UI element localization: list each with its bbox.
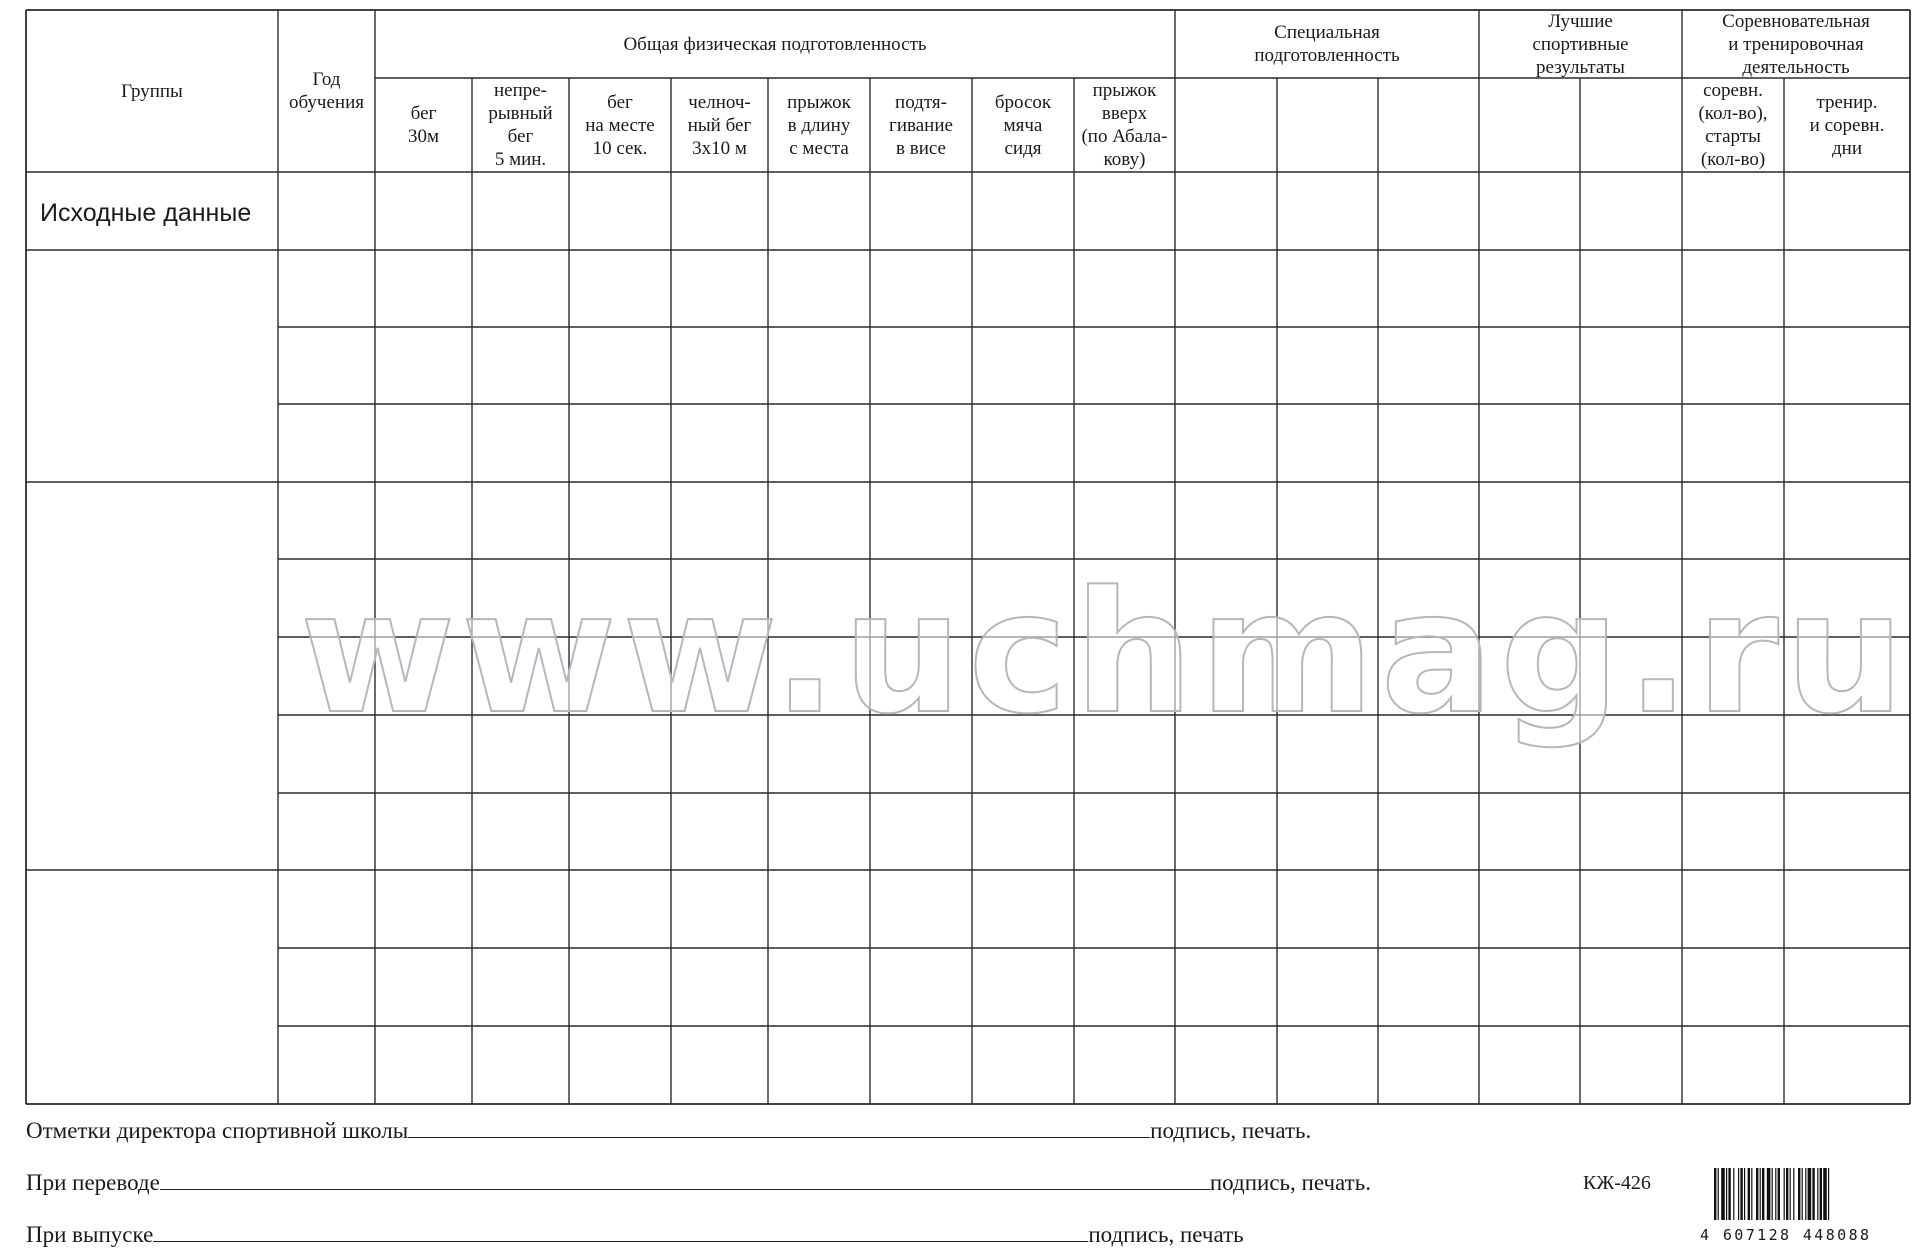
barcode-bar	[1748, 1168, 1750, 1220]
barcode-bar	[1728, 1168, 1730, 1220]
footer-transfer-suffix: подпись, печать.	[1209, 1170, 1371, 1195]
watermark: www.uchmag.ru	[300, 555, 1911, 751]
barcode-bar	[1756, 1168, 1758, 1220]
subheader-run-in-place: бег на месте 10 сек.	[585, 91, 655, 159]
subheader-run-30: бег 30м	[407, 103, 440, 147]
header-special: Специальная подготовленность	[1254, 22, 1400, 66]
barcode-bar	[1718, 1168, 1719, 1220]
footer-transfer-label: При переводе	[26, 1170, 160, 1195]
barcode-bar	[1738, 1168, 1739, 1220]
barcode-icon	[1712, 1168, 1888, 1224]
transfer-signature-blank[interactable]	[160, 1169, 1210, 1190]
subheader-vertical-jump: прыжок вверх (по Абала- кову)	[1081, 80, 1168, 170]
initial-data-label: Исходные данные	[40, 199, 252, 227]
barcode-bar	[1714, 1168, 1716, 1220]
graduation-signature-blank[interactable]	[153, 1221, 1088, 1242]
barcode-bar	[1798, 1168, 1800, 1220]
header-year: Год обучения	[288, 69, 364, 113]
footer-director-suffix: подпись, печать.	[1150, 1118, 1312, 1143]
footer-director-line	[26, 1117, 1311, 1144]
barcode-bar	[1793, 1168, 1794, 1220]
barcode-bar	[1820, 1168, 1822, 1220]
barcode-bar	[1767, 1168, 1771, 1220]
barcode-bar	[1828, 1168, 1829, 1220]
barcode-number: 4 607128 448088	[1700, 1226, 1872, 1244]
barcode-bar	[1733, 1168, 1734, 1220]
barcode-bar	[1726, 1168, 1727, 1220]
barcode-bar	[1790, 1168, 1791, 1220]
barcode-bar	[1760, 1168, 1761, 1220]
barcode-bar	[1740, 1168, 1742, 1220]
barcode-bar	[1778, 1168, 1780, 1220]
subheader-training-days: тренир. и соревн. дни	[1809, 91, 1885, 159]
subheader-continuous-run: непре- рывный бег 5 мин.	[488, 80, 553, 170]
barcode-bar	[1721, 1168, 1725, 1220]
barcode-bar	[1744, 1168, 1745, 1220]
barcode-bar	[1784, 1168, 1785, 1220]
header-general: Общая физическая подготовленность	[623, 33, 927, 55]
director-signature-blank[interactable]	[408, 1117, 1150, 1138]
barcode-bar	[1805, 1168, 1806, 1220]
form-code: КЖ-426	[1583, 1172, 1651, 1194]
subheader-ball-throw: бросок мяча сидя	[994, 91, 1052, 159]
barcode-bar	[1762, 1168, 1764, 1220]
barcode-bar	[1817, 1168, 1818, 1220]
footer-graduation-label: При выпуске	[26, 1222, 154, 1247]
barcode-bar	[1775, 1168, 1776, 1220]
barcode-bar	[1812, 1168, 1814, 1220]
subheader-shuttle-run: челноч- ный бег 3х10 м	[687, 91, 752, 159]
header-competitive: Соревновательная и тренировочная деятельность	[1722, 10, 1870, 78]
barcode-bar	[1786, 1168, 1788, 1220]
subheader-pull-up: подтя- гивание в висе	[889, 91, 953, 159]
footer-graduation-suffix: подпись, печать	[1088, 1222, 1244, 1247]
barcode-bar	[1808, 1168, 1812, 1220]
footer-transfer-line	[26, 1169, 1371, 1196]
footer-graduation-line	[26, 1221, 1244, 1248]
barcode-bar	[1823, 1168, 1827, 1220]
footer-director-label: Отметки директора спортивной школы	[26, 1118, 409, 1143]
header-best: Лучшие спортивные результаты	[1532, 10, 1629, 78]
barcode-bar	[1751, 1168, 1752, 1220]
barcode-bar	[1802, 1168, 1803, 1220]
subheader-long-jump: прыжок в длину с места	[787, 91, 851, 159]
header-groups: Группы	[121, 80, 183, 102]
subheader-competitions: соревн. (кол-во), старты (кол-во)	[1698, 80, 1768, 170]
barcode-bar	[1772, 1168, 1773, 1220]
